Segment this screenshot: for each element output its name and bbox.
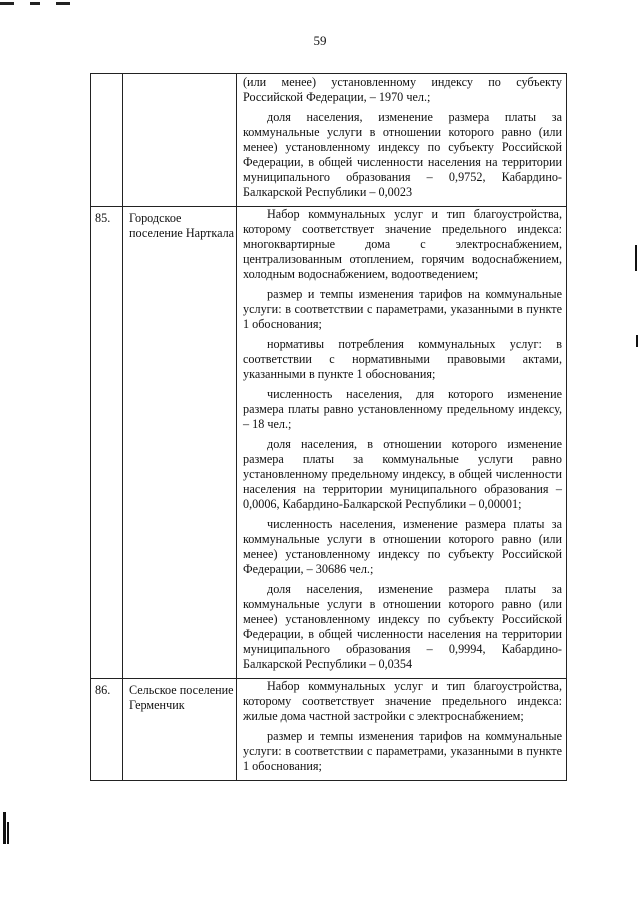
- paragraph: размер и темпы изменения тарифов на коммунальные услуги: в соответствии с параметрами, указанными в пункте 1 обоснования;: [243, 729, 562, 773]
- scan-mark-top: [0, 0, 70, 6]
- paragraph: Набор коммунальных услуг и тип благоустройства, которому соответствует значение предельного индекса: жилые дома частной застройки с электроснабжением;: [243, 679, 562, 723]
- paragraph: численность населения, изменение размера платы за коммунальные услуги в отношении которого равно (или менее) установленному индексу по субъекту Российской Федерации, – 30686 чел.;: [243, 517, 562, 576]
- paragraph: доля населения, изменение размера платы за коммунальные услуги в отношении которого равно (или менее) установленному индексу по субъекту Российской Федерации, в общей численности населения на территории муниципального образования – 0,9752, Кабардино-Балкарской Республики – 0,0023: [243, 110, 562, 199]
- table-row: [91, 207, 567, 679]
- document-table: [90, 73, 567, 781]
- scan-mark-left-1: [3, 812, 6, 844]
- settlement-name: Сельское поселение Герменчик: [123, 679, 237, 781]
- table-row: [91, 74, 567, 207]
- description-cell: [237, 207, 567, 679]
- paragraph: нормативы потребления коммунальных услуг: в соответствии с нормативными правовыми актами, указанными в пункте 1 обоснования;: [243, 337, 562, 381]
- scan-mark-right-2: [636, 335, 638, 347]
- table-row: [91, 679, 567, 781]
- paragraph: (или менее) установленному индексу по субъекту Российской Федерации, – 1970 чел.;: [243, 75, 562, 104]
- paragraph: Набор коммунальных услуг и тип благоустройства, которому соответствует значение предельного индекса: многоквартирные дома с электроснабжением, централизованным отоплением, горячим водоснабжением, холодным водоснабжением, водоотведением;: [243, 207, 562, 281]
- scan-mark-left-2: [7, 822, 9, 844]
- description-cell: [237, 74, 567, 207]
- settlement-name: Городское поселение Нарткала: [123, 207, 237, 679]
- paragraph: размер и темпы изменения тарифов на коммунальные услуги: в соответствии с параметрами, указанными в пункте 1 обоснования;: [243, 287, 562, 331]
- scan-mark-right-1: [635, 245, 637, 271]
- paragraph: численность населения, для которого изменение размера платы равно установленному предельному индексу, – 18 чел.;: [243, 387, 562, 431]
- paragraph: доля населения, в отношении которого изменение размера платы за коммунальные услуги равно установленному предельному индексу, в общей численности населения на территории муниципального образования – 0,0006, Кабардино-Балкарской Республики – 0,00001;: [243, 437, 562, 511]
- row-number: [91, 74, 123, 207]
- settlement-name: [123, 74, 237, 207]
- row-number: 85.: [91, 207, 123, 679]
- description-cell: [237, 679, 567, 781]
- paragraph: доля населения, изменение размера платы за коммунальные услуги в отношении которого равно (или менее) установленному индексу по субъекту Российской Федерации, в общей численности населения на территории муниципального образования – 0,9994, Кабардино-Балкарской Республики – 0,0354: [243, 582, 562, 671]
- row-number: 86.: [91, 679, 123, 781]
- page-number: 59: [313, 33, 327, 48]
